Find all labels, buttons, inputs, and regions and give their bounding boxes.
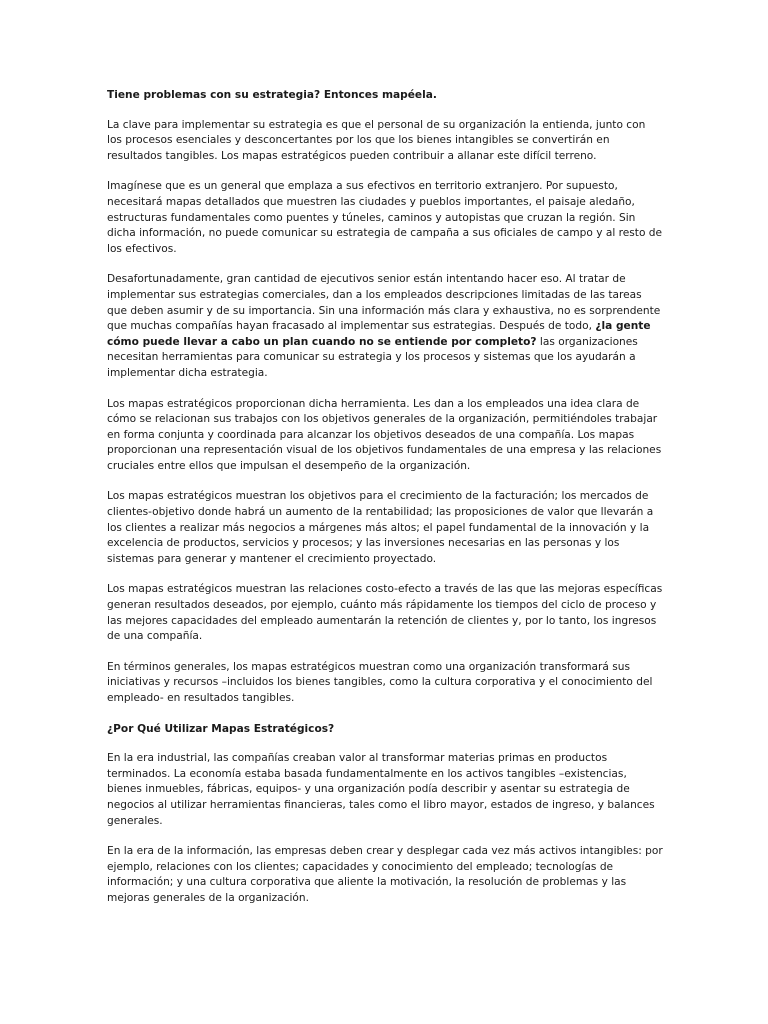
paragraph-text: las organizaciones necesitan herramientas para comunicar su estrategia y los procesos y sistemas que los ayudarán a implementar dicha estrategia. — [107, 335, 638, 379]
paragraph-objetivos: Los mapas estratégicos muestran los objetivos para el crecimiento de la facturación; los mercados de clientes-objetivo donde habrá un aumento de la rentabilidad; las proposiciones de valor que llevarán a los clientes a realizar más negocios a márgenes más altos; el papel fundamental de la innovación y la excelencia de productos, servicios y procesos; y las inversiones necesarias en las personas y los sistemas para generar y mantener el crecimiento proyectado. — [107, 490, 654, 565]
paragraph-text: Desafortunadamente, gran cantidad de ejecutivos senior están intentando hacer eso. Al tratar de implementar sus estrategias comerciales, dan a los empleados descripciones limitadas de las tareas que deben asumir y de su importancia. Sin una información más clara y exhaustiva, no es sorprendente que muchas compañías hayan fracasado al implementar sus estrategias. Después de todo, — [107, 273, 661, 333]
paragraph-desafortunadamente — [107, 272, 663, 381]
document-page — [107, 88, 663, 922]
bold-question: ¿la gente cómo puede llevar a cabo un plan cuando no se entiende por completo? — [107, 320, 651, 348]
paragraph-era-industrial: En la era industrial, las compañías creaban valor al transformar materias primas en productos terminados. La economía estaba basada fundamentalmente en los activos tangibles –existencias, bienes inmuebles, fábricas, equipos- y una organización podía describir y asentar su estrategia de negocios al utilizar herramientas financieras, tales como el libro mayor, estados de ingreso, y balances generales. — [107, 752, 655, 827]
document-title: Tiene problemas con su estrategia? Entonces mapéela. — [107, 89, 437, 101]
paragraph-terminos-generales: En términos generales, los mapas estratégicos muestran como una organización transformará sus iniciativas y recursos –incluidos los bienes tangibles, como la cultura corporativa y el conocimiento del empleado- en resultados tangibles. — [107, 660, 653, 704]
paragraph-era-informacion: En la era de la información, las empresas deben crear y desplegar cada vez más activos intangibles: por ejemplo, relaciones con los clientes; capacidades y conocimiento del empleado; tecnologías de información; y una cultura corporativa que aliente la motivación, la resolución de problemas y las mejoras generales de la organización. — [107, 845, 663, 904]
section-heading: ¿Por Qué Utilizar Mapas Estratégicos? — [107, 722, 335, 735]
paragraph-general: Imagínese que es un general que emplaza a sus efectivos en territorio extranjero. Por supuesto, necesitará mapas detallados que muestren las ciudades y pueblos importantes, el paisaje aledaño, estructuras fundamentales como puentes y túneles, caminos y autopistas que cruzan la región. Sin dicha información, no puede comunicar su estrategia de campaña a sus oficiales de campo y al resto de los efectivos. — [107, 180, 663, 255]
paragraph-herramienta: Los mapas estratégicos proporcionan dicha herramienta. Les dan a los empleados una idea clara de cómo se relacionan sus trabajos con los objetivos generales de la organización, permitiéndoles trabajar en forma conjunta y coordinada para alcanzar los objetivos deseados de una compañía. Los mapas proporcionan una representación visual de los objetivos fundamentales de una empresa y las relaciones cruciales entre ellos que impulsan el desempeño de la organización. — [107, 397, 662, 472]
paragraph-costo-efecto: Los mapas estratégicos muestran las relaciones costo-efecto a través de las que las mejoras específicas generan resultados deseados, por ejemplo, cuánto más rápidamente los tiempos del ciclo de proceso y las mejores capacidades del empleado aumentarán la retención de clientes y, por lo tanto, los ingresos de una compañía. — [107, 583, 663, 643]
paragraph-clave: La clave para implementar su estrategia es que el personal de su organización la entienda, junto con los procesos esenciales y desconcertantes por los que los bienes intangibles se convertirán en resultados tangibles. Los mapas estratégicos pueden contribuir a allanar este difícil terreno. — [107, 118, 646, 162]
